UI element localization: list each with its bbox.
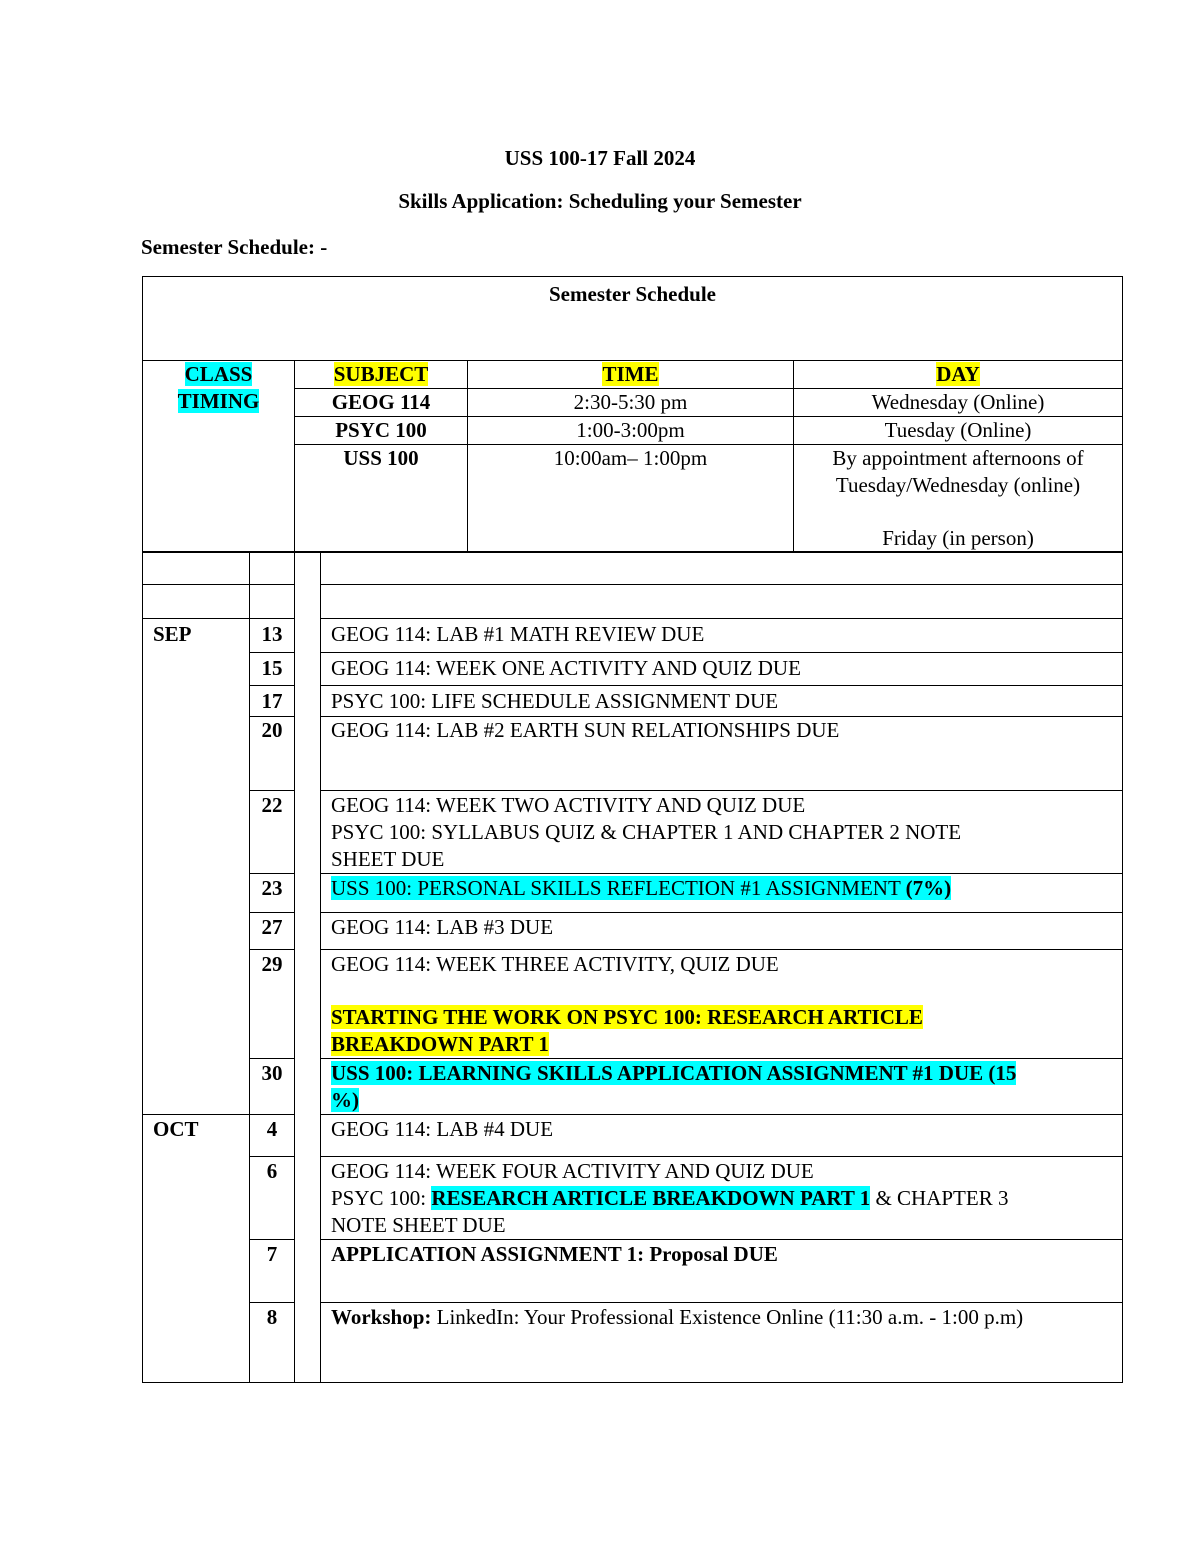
document-subtitle: Skills Application: Scheduling your Semester (398, 189, 802, 213)
class-subject: GEOG 114 (295, 389, 468, 417)
document-title: USS 100-17 Fall 2024 (504, 146, 696, 170)
schedule-entry: GEOG 114: WEEK TWO ACTIVITY AND QUIZ DUE PSYC 100: SYLLABUS QUIZ & CHAPTER 1 AND CHAPTER 2 NOTE SHEET DUE (321, 791, 1123, 874)
schedule-entry: PSYC 100: LIFE SCHEDULE ASSIGNMENT DUE (321, 686, 1123, 717)
empty-cell (143, 585, 250, 619)
column-header-subject: SUBJECT (295, 361, 468, 389)
class-time: 10:00am– 1:00pm (468, 445, 794, 553)
month-label: OCT (143, 1115, 250, 1383)
day-number: 17 (250, 686, 295, 717)
column-header-day: DAY (794, 361, 1123, 389)
schedule-entry: GEOG 114: WEEK ONE ACTIVITY AND QUIZ DUE (321, 653, 1123, 686)
schedule-entry: APPLICATION ASSIGNMENT 1: Proposal DUE (321, 1240, 1123, 1303)
empty-cell (321, 552, 1123, 585)
class-timing-label: CLASS TIMING (143, 361, 295, 553)
schedule-entry: GEOG 114: LAB #1 MATH REVIEW DUE (321, 619, 1123, 653)
class-timing-table (142, 276, 1123, 553)
schedule-entry: USS 100: PERSONAL SKILLS REFLECTION #1 ASSIGNMENT (7%) (321, 874, 1123, 913)
schedule-entry: Workshop: LinkedIn: Your Professional Existence Online (11:30 a.m. - 1:00 p.m) (321, 1303, 1123, 1383)
section-label: Semester Schedule: - (141, 235, 328, 259)
class-day: Tuesday (Online) (794, 417, 1123, 445)
class-day: Wednesday (Online) (794, 389, 1123, 417)
day-number: 27 (250, 913, 295, 950)
schedule-entry: GEOG 114: LAB #4 DUE (321, 1115, 1123, 1157)
day-number: 20 (250, 717, 295, 791)
day-number: 13 (250, 619, 295, 653)
day-number: 7 (250, 1240, 295, 1303)
class-time: 1:00-3:00pm (468, 417, 794, 445)
column-header-time: TIME (468, 361, 794, 389)
schedule-entry: GEOG 114: WEEK THREE ACTIVITY, QUIZ DUE STARTING THE WORK ON PSYC 100: RESEARCH ARTICLE BREAKDOWN PART 1 (321, 950, 1123, 1059)
due-dates-table (142, 551, 1123, 1383)
class-subject: PSYC 100 (295, 417, 468, 445)
class-day: By appointment afternoons of Tuesday/Wednesday (online) Friday (in person) (794, 445, 1123, 553)
day-number: 29 (250, 950, 295, 1059)
empty-cell (250, 552, 295, 585)
day-number: 23 (250, 874, 295, 913)
day-number: 15 (250, 653, 295, 686)
day-number: 6 (250, 1157, 295, 1240)
day-number: 30 (250, 1059, 295, 1115)
month-label: SEP (143, 619, 250, 1115)
day-number: 4 (250, 1115, 295, 1157)
empty-cell (250, 585, 295, 619)
class-subject: USS 100 (295, 445, 468, 553)
schedule-entry: GEOG 114: LAB #3 DUE (321, 913, 1123, 950)
schedule-entry: USS 100: LEARNING SKILLS APPLICATION ASSIGNMENT #1 DUE (15 %) (321, 1059, 1123, 1115)
empty-cell (321, 585, 1123, 619)
day-number: 8 (250, 1303, 295, 1383)
day-number: 22 (250, 791, 295, 874)
spacer-column (295, 552, 321, 1383)
schedule-entry: GEOG 114: LAB #2 EARTH SUN RELATIONSHIPS DUE (321, 717, 1123, 791)
class-time: 2:30-5:30 pm (468, 389, 794, 417)
empty-cell (143, 552, 250, 585)
schedule-entry: GEOG 114: WEEK FOUR ACTIVITY AND QUIZ DUE PSYC 100: RESEARCH ARTICLE BREAKDOWN PART 1 & CHAPTER 3 NOTE SHEET DUE (321, 1157, 1123, 1240)
table-heading: Semester Schedule (143, 277, 1123, 361)
